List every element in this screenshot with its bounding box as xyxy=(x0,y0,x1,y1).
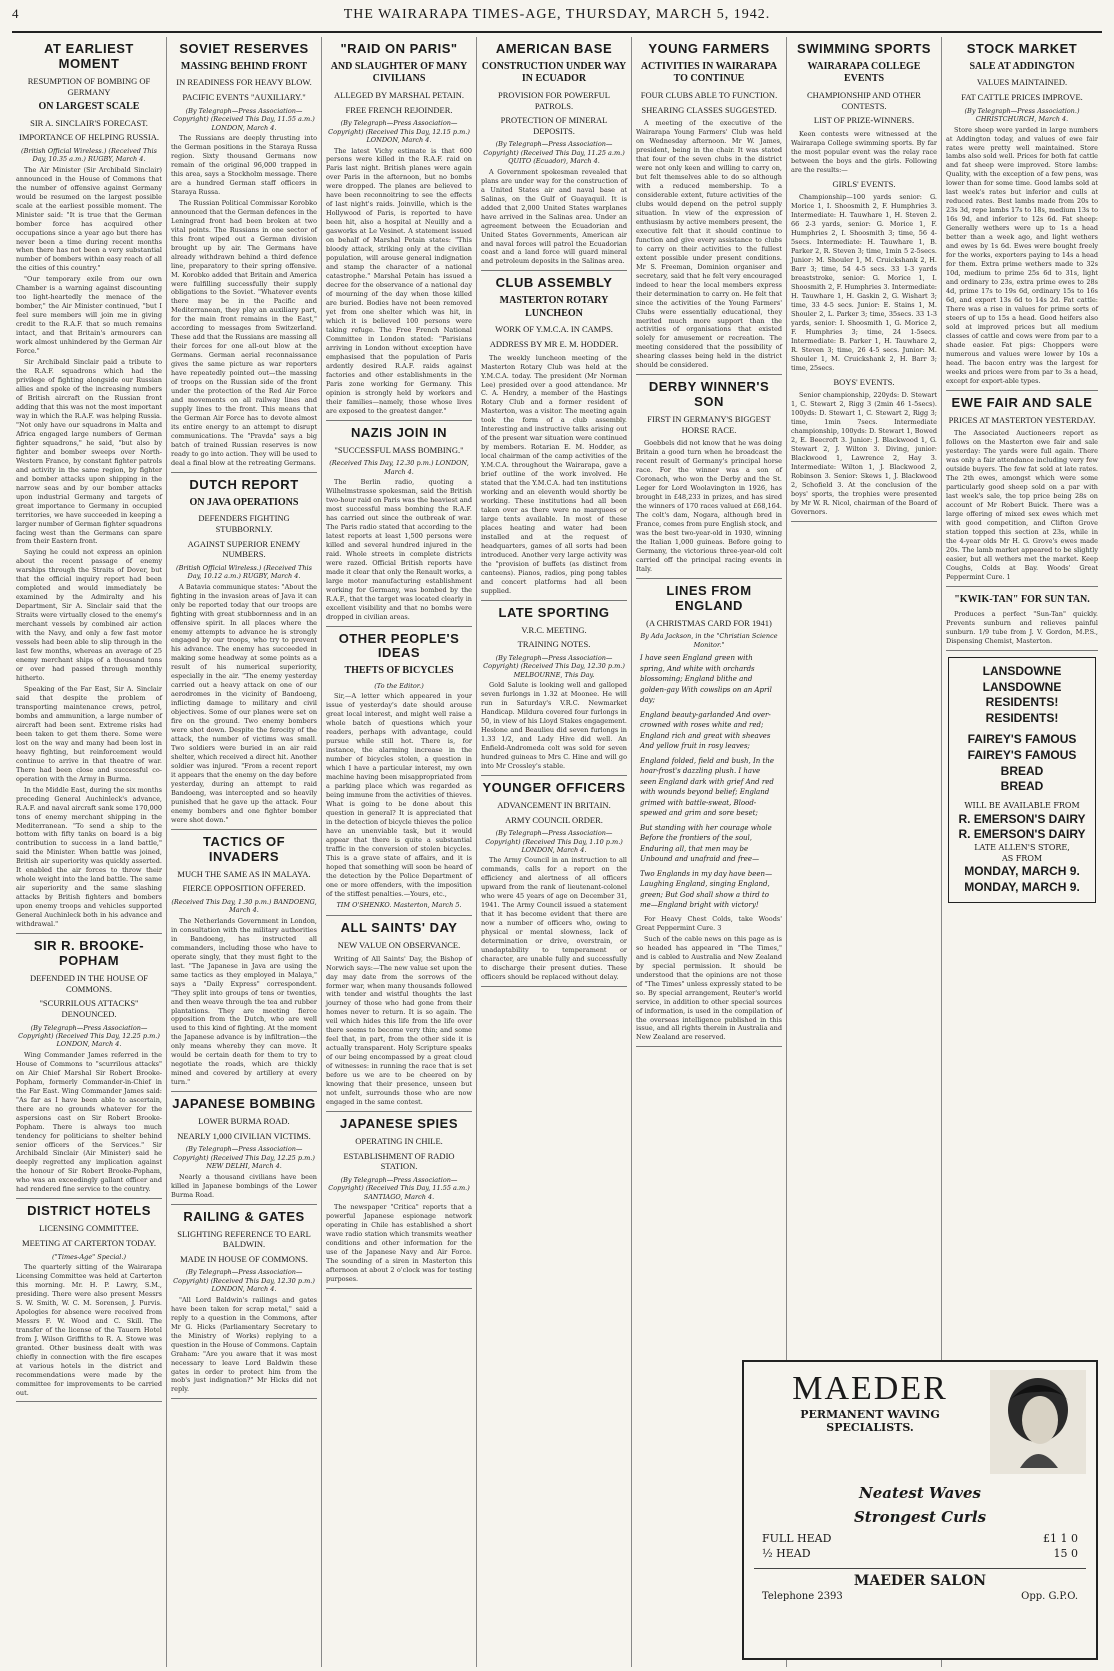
article-swimming-sports xyxy=(791,37,937,522)
deck: MUCH THE SAME AS IN MALAYA. xyxy=(177,868,311,879)
dateline: (By Telegraph—Press Association—Copyright) (Received This Day, 12.25 p.m.) LONDON, March 4. xyxy=(18,1023,160,1049)
headline: AT EARLIEST MOMENT xyxy=(44,41,134,71)
deck: LOWER BURMA ROAD. xyxy=(198,1116,290,1127)
deck: ARMY COUNCIL ORDER. xyxy=(505,814,603,825)
column-4 xyxy=(477,37,632,1667)
dateline: (By Telegraph—Press Association—Copyright) (Received This Day, 1.10 p.m.) LONDON, March 4. xyxy=(485,829,623,854)
deck: AGAINST SUPERIOR ENEMY NUMBERS. xyxy=(187,538,301,560)
deck: FIRST IN GERMANY'S BIGGEST HORSE RACE. xyxy=(647,414,771,435)
poem-byline: By Ada Jackson, in the "Christian Science Monitor." xyxy=(640,632,778,649)
article-body: Gold Salute is looking well and galloped seven furlongs in 1.32 at Moonee. He will run in Saturday's V.R.C. Newmarket Handicap. Mildura covered four furlongs in 50, in view of his Lloyd Stakes engagement. Heslone and Beaulieu did seven furlongs in 1.33 1/2, and Lady Hive did well. An Enfield-Andromeda colt was sold for seven hundred guineas to Mrs C. Hine and will go into Mr Crossley's stable. xyxy=(481,681,627,770)
price-value: 15 0 xyxy=(1053,1547,1078,1560)
headline: "RAID ON PARIS" xyxy=(340,41,458,56)
dateline: (By Telegraph—Press Association—Copyright) (Received This Day, 11.55 a.m.) SANTIAGO, March 4. xyxy=(328,1175,470,1201)
ad-line: FAIREY'S FAMOUS xyxy=(967,732,1077,747)
article-dutch-report xyxy=(171,473,317,830)
headline: SWIMMING SPORTS xyxy=(797,41,931,56)
article-body: Keen contests were witnessed at the Wairarapa College swimming sports. By far the most popular event was the relay race between the boys and the girls. Following are the results:— xyxy=(791,129,937,174)
deck: ESTABLISHMENT OF RADIO STATION. xyxy=(343,1150,455,1172)
headline: NAZIS JOIN IN xyxy=(350,424,448,440)
article-body: A meeting of the executive of the Wairarapa Young Farmers' Club was held on Wednesday afternoon. Mr W. James, president, being in the chair. It was stated that four of the seven clubs in the district were not only keen and willing to carry on, but felt themselves able to do so although with a reduced membership. To a considerable extent, future activities of the clubs would depend on the petrol supply situation. In view of the expression of enthusiasm by active members present, the executive felt that it should continue to function and give every assistance to clubs to carry on their activities to the fullest extent possible under present conditions. Mr S. Freeman, Dominion organiser and secretary, said that he felt very encouraged indeed to hear the local members express their determination to carry on. He felt that since the activities of the Young Farmers' Clubs were essentially educational, they merited much more support than the activities of organisations that existed solely for amusement or recreation. The meeting considered that the possibility of shearing classes being held in the district should be considered. xyxy=(636,119,782,370)
poem-stanza: But standing with her courage whole Before the frontiers of the soul, Enduring all, that men may be Unbound and unafraid and free— xyxy=(640,823,772,864)
deck: "SCURRILOUS ATTACKS" DENOUNCED. xyxy=(39,998,139,1019)
dateline: (British Official Wireless.) (Received This Day, 10.12 a.m.) RUGBY, March 4. xyxy=(176,563,312,581)
dateline: (By Telegraph—Press Association—Copyright) (Received This Day, 12.15 p.m.) LONDON, March 4. xyxy=(328,119,470,145)
dateline: (By Telegraph—Press Association—Copyright) (Received This Day, 12.30 p.m.) MELBOURNE, This Day. xyxy=(483,653,625,679)
masthead-title: THE WAIRARAPA TIMES-AGE, THURSDAY, MARCH 5, 1942. xyxy=(343,7,771,22)
article-body: Nearly a thousand civilians have been killed in Japanese bombings of the Lower Burma Road. xyxy=(171,1172,317,1199)
deck: PACIFIC EVENTS "AUXILIARY." xyxy=(182,92,306,103)
article-body: Goebbels did not know that he was doing Britain a good turn when he broadcast the recent result of Germany's principal horse race. For the winner was a son of Coronach, who won the Derby and the St. Leger for Lord Woolavington in 1926, has brought in £48,233 in prizes, and has sired the winners of 170 races valued at £68,164. The colt's dam, Nogara, although bred in France, comes from pure English stock, and was the best two-year-old in 1930, winning the Italian 1,000 guineas. Before going to Germany, the victorious three-year-old colt carried off the principal racing events in Italy. xyxy=(636,439,782,573)
filler-ad: For Heavy Chest Colds, take Woods' Great Peppermint Cure. 3 xyxy=(636,914,782,932)
deck: DEFENDED IN THE HOUSE OF COMMONS. xyxy=(30,973,148,994)
ad-line: LANSDOWNE xyxy=(982,679,1062,694)
deck: SIR A. SINCLAIR'S FORECAST. xyxy=(30,117,148,128)
deck: MASSING BEHIND FRONT xyxy=(180,60,308,72)
article-all-saints-day xyxy=(326,916,472,1112)
article-stock-market xyxy=(946,37,1098,391)
headline: DERBY WINNER'S SON xyxy=(648,379,770,410)
poem-stanza: England beauty-garlanded And over-crowned with roses white and red; England rich and great with sheaves And yellow fruit in rosy leaves; xyxy=(640,710,771,751)
ad-line: WILL BE AVAILABLE FROM xyxy=(964,800,1080,810)
article-younger-officers xyxy=(481,776,627,987)
article-body: The Air Minister (Sir Archibald Sinclair) announced in the House of Commons that the number of offensive against Germany would be resumed on the largest possible scale at the earliest possible moment. The Minister said: "It is true that the German bomber force has acquired other occupations since a year ago but there has never been a time during recent months when there has not been a very substantial number of bombers within easy reach of all the cities of this country." xyxy=(16,165,162,273)
masthead xyxy=(12,6,1102,33)
ad-maeder xyxy=(742,1360,1098,1660)
column-1 xyxy=(12,37,167,1667)
article-soviet-reserves xyxy=(171,37,317,473)
deck: ACTIVITIES IN WAIRARAPA TO CONTINUE xyxy=(640,60,778,85)
article-body: Speaking of the Far East, Sir A. Sinclair said that despite the problem of transporting maintenance crews, petrol, bombs and ammunition, a large number of aircraft had been sent. Extreme risks had been taken to get them there. Some were lost on the way and many had been lost in heavy fighting, but reinforcement would continue to arrive in that theatre of war. There had been close and successful co-operation with the Army in Burma. xyxy=(16,684,162,783)
ad-line: BREAD xyxy=(1000,763,1044,778)
article-body: "Our temporary exile from our own Chamber is a warning against discounting too light-heartedly the menace of the bomber," the Air Minister continued, "but I feel sure members will join me in giving credit to the R.A.F. that so much remains intact, and that Britain's armourers can work almost unhindered by the German Air Force." xyxy=(16,275,162,356)
headline: LINES FROM ENGLAND xyxy=(666,582,752,613)
dateline: (To the Editor.) xyxy=(374,681,424,690)
headline: DISTRICT HOTELS xyxy=(27,1203,151,1219)
article-body: Sir Archibald Sinclair paid a tribute to the R.A.F. squadrons which had the privilege of fighting alongside our Russian allies and spoke of the increasing numbers of British aircraft on the Russian front adding that this was not the most important way in which the R.A.F. was helping Russia. "Not only have our squadrons in Malta and Africa engaged large numbers of German fighter squadrons," he said, "but also by fighter and bomber sweeps over North-Western France, by constant fighter patrols and activity in the same region, by fighter and bomber attacks upon shipping in the narrow seas and by our bomber attacks upon industrial Germany and targets of great importance to Germany in occupied territories, we have succeeded in keeping a larger number of German fighter squadrons facing west than the Germans can spare from their Eastern front. xyxy=(16,358,162,546)
deck: NEW VALUE ON OBSERVANCE. xyxy=(337,939,461,950)
article-body: In the Middle East, during the six months preceding General Auchinleck's advance, R.A.F. and naval aircraft sank some 170,000 tons of enemy merchant shipping in the Mediterranean. "To send a ship to the bottom with fifty tanks on board is a big contribution to success in a land battle," said the Minister. When battle was joined, British air superiority was quickly asserted. It enabled the air forces to throw their whole weight into the land battle. The same air superiority and the same slashing attacks by British fighters and bombers upon enemy troops and vehicles supported General Auchinleck both in his advance and withdrawal." xyxy=(16,785,162,929)
deck: AND SLAUGHTER OF MANY CIVILIANS xyxy=(330,60,468,85)
subhead: BOYS' EVENTS. xyxy=(833,376,895,387)
deck: SHEARING CLASSES SUGGESTED. xyxy=(641,104,777,115)
price-row xyxy=(762,1547,1078,1560)
dateline: (By Telegraph—Press Association—Copyright) (Received This Day, 11.25 a.m.) QUITO (Ecuador), March 4. xyxy=(483,140,625,166)
deck: VALUES MAINTAINED. xyxy=(976,77,1068,88)
deck: ALLEGED BY MARSHAL PETAIN. xyxy=(334,89,464,100)
article-ewe-fair xyxy=(946,391,1098,587)
deck: ADDRESS BY MR E. M. HODDER. xyxy=(489,338,619,349)
headline: STOCK MARKET xyxy=(966,41,1078,56)
deck: FIERCE OPPOSITION OFFERED. xyxy=(182,883,306,894)
headline: SIR R. BROOKE-POPHAM xyxy=(33,938,145,969)
headline: JAPANESE BOMBING xyxy=(172,1096,316,1112)
article-japanese-bombing xyxy=(171,1092,317,1204)
article-body: Saying he could not express an opinion about the recent passage of enemy warships through the Straits of Dover, but that the official inquiry report had been completed and would immediately be examined by the Admiralty and his Department, Sir A. Sinclair said that the Straits were virtually closed to the enemy's merchant vessels by combined air action with the Navy, and only a few fast motor vessels had been able to slip through in the last few months, whereas an average of 25 enemy merchant ships of a thousand tons or over had passed through monthly hitherto. xyxy=(16,548,162,682)
headline: OTHER PEOPLE'S IDEAS xyxy=(338,630,460,661)
ad-telephone: Telephone 2393 xyxy=(762,1591,843,1602)
ad-salon-name: MAEDER SALON xyxy=(754,1568,1086,1589)
ad-line: R. EMERSON'S DAIRY xyxy=(958,827,1086,842)
dateline: (By Telegraph—Press Association.) CHRISTCHURCH, March 4. xyxy=(964,106,1080,124)
dateline: (By Telegraph—Press Association—Copyright) (Received This Day, 11.55 a.m.) LONDON, March 4. xyxy=(173,106,315,132)
deck: TRAINING NOTES. xyxy=(517,639,591,650)
article-body: Writing of All Saints' Day, the Bishop of Norwich says:—The new value set upon the day may date from the sorrows of the former war, when many thousands followed with tender and wistful thoughts the last journey of those who had gone from their homes never to return. It is so again. The veil which hides this life from the life over there seems to become very thin; and some feel that, in part, from the other side it is actually transparent. Holy Scripture speaks of our being encompassed by a great cloud of witnesses: in running the race that is set before us we are to be cheered on by knowing that their presence, unseen but not unfelt, surrounds those who are now engaged in the same contest. xyxy=(326,954,472,1107)
article-body: Store sheep were yarded in large numbers at Addington today, and values of ewe fair rates were pretty well maintained. Store lambs also sold well. Prices for both fat cattle and fat sheep were improved. Store lambs: Quality, with the exception of a few pens, was lower than for some time. Good lambs sold at last week's rates but inferior and culls at reduced rates. Best lambs made from 20s to 23s 3d, repe lambs 17s to 18s, medium 13s to 16s 9d, and inferior to 12s 6d. Fat sheep: Generally wethers were up to 1s a head better than a week ago, and light wethers and ewes by 1s 6d. Ewes were bought freely for the works, exporters paying to 14s a head for them. Extra prime wethers made to 32s 10d, medium to prime 25s 6d to 31s, light and ordinary to 23s, extra prime ewes to 28s 4d, prime 17s to 19s 6d, ordinary 15s to 16s 6d, and export 13s 6d to 14s 2d. Fat cattle: There was a rise in values for prime sorts of steers of up to 15s a head. Good heifers also sold at improved prices but all medium classes of cattle and cows were from par to a shade easier. Fat pigs: Choppers were numerous and values were lower by 10s a head. The bacon entry was the largest for weeks and prices were from par to 3s a head, except for export-able types. xyxy=(946,125,1098,385)
deck: CONSTRUCTION UNDER WAY IN ECUADOR xyxy=(481,60,627,85)
article-kwik-tan xyxy=(946,587,1098,651)
article-body: The Russians are deeply thrusting into the German positions in the Staraya Russa region. Sixty thousand Germans now remain of the original 96,000 trapped in this area, says a Stockholm message. There are a hundred German staff officers in Staraya Russa. xyxy=(171,134,317,196)
deck: PROVISION FOR POWERFUL PATROLS. xyxy=(498,89,610,111)
deck: (A CHRISTMAS CARD FOR 1941) xyxy=(646,617,772,628)
deck: WAIRARAPA COLLEGE EVENTS xyxy=(807,60,921,85)
ad-faireys-bread xyxy=(948,657,1096,903)
ad-line: RESIDENTS! xyxy=(985,710,1059,725)
ad-line: FAIREY'S FAMOUS xyxy=(967,748,1077,763)
article-body: The Russian Political Commissar Korobko announced that the German defences in the Leningrad front had been broken at two vital points. The Russians in one sector of this front wiped out a German division brought up by air. The Germans have already withdrawn behind a third defence line, preparatory to their spring offensive. M. Korobko added that Britain and America were fulfilling successfully their supply obligations to the Soviet. "Whatever events there may be in the Pacific and Mediterranean, they play an auxiliary part, for the main front remains in the East," according to messages from Switzerland. These add that the Russians are massing all their forces for one all-out blow at the Germans. German aerial reconnaissance gives the same picture as war reporters have repeatedly pointed out—the massing of troops on the Russian side of the front under the protection of the Red Air Force and movements on all railway lines and supply lines to the front. This means that the German Air Force has to devote almost its entire energy to an attempt to disrupt communications. The "Pravda" says a big batch of trained Russian reserves is now ready to go into action. They will be used to deal a final blow at the retreating Germans. xyxy=(171,198,317,467)
ad-line: LANSDOWNE xyxy=(982,664,1062,679)
deck: LICENSING COMMITTEE. xyxy=(39,1223,139,1234)
deck: THEFTS OF BICYCLES xyxy=(344,665,454,677)
deck: MASTERTON ROTARY LUNCHEON xyxy=(499,295,609,319)
article-body: The Berlin radio, quoting a Wilhelmstrasse spokesman, said the British two-hour raid on Paris was the heaviest and most successful mass bombing the R.A.F. has carried out since the outbreak of war. The Paris radio stated that according to the latest reports at least 1,500 persons were killed and several hundred injured in the raid. Whole streets in complete districts were razed. Official British reports have made it clear that only the Renault works, a large motor manufacturing establishment working for Germany, was bombed by the R.A.F., that the target was located clearly in excellent visibility and that no bombs were dropped in civilian areas. xyxy=(326,478,472,621)
headline: EWE FAIR AND SALE xyxy=(951,394,1093,410)
ad-contact-row xyxy=(762,1591,1078,1602)
article-tactics-of-invaders xyxy=(171,830,317,1092)
deck: ON JAVA OPERATIONS xyxy=(189,496,299,508)
column-2 xyxy=(167,37,322,1667)
article-body: Wing Commander James referred in the House of Commons to "scurrilous attacks" on Air Chief Marshal Sir Robert Brooke-Popham, formerly Commander-in-Chief in the Far East. Wing Commander James said: "As far as I have been able to ascertain, there are no grounds whatever for the aspersions cast on Sir Robert Brooke-Popham. There is always too much tendency for politicians to shelter behind senior officers of the Services." Sir Archibald Sinclair (Air Minister) said he deeply regretted any implication against the honour of Sir Robert Brooke-Popham, who was an exceedingly gallant officer and had rendered fine service to the country. xyxy=(16,1050,162,1194)
poem-stanza: Two Englands in my day have been—Laughing England, singing England, green; But God shall show a third to me—England bright with victory! xyxy=(640,869,773,910)
article-body: The latest Vichy estimate is that 600 persons were killed in the R.A.F. raid on Paris last night. British planes were again over Paris in the afternoon, but no bombs were dropped. The planes are believed to have been reconnoitring to see the effects of last night's raids. Joinville, which is the Hollywood of Paris, is reported to have been hit, also a hospital at Neuilly and a gasworks at Le Vesinet. A statement issued on behalf of Marshal Petain states: "This bloody attack, striking only at the civilian population, will arouse general indignation and stamp the character of a national catastrophe." Marshal Petain has issued a decree for the observance of a national day of mourning of the day when those killed are buried. Bodies have not been removed yet from one shelter which was hit, in which it is believed 100 persons were taking refuge. The Free French National Committee in London stated: "Parisians arriving in London without exception have emphasised that the population of Paris ardently desired R.A.F. raids against factories and other establishments in the Paris zone working for Germany. This opinion is strongly held by workers and their families—namely, those whose lives are exposed to the greatest danger." xyxy=(326,146,472,415)
deck: CHAMPIONSHIP AND OTHER CONTESTS. xyxy=(807,89,921,111)
copyright-note: Such of the cable news on this page as is so headed has appeared in "The Times," and is cabled to Australia and New Zealand by special permission. It should be understood that the opinions are not those of "The Times" unless expressly stated to be so. By special arrangement, Reuter's world service, in addition to other special sources of information, is used in the compilation of the overseas intelligence published in this issue, and all rights therein in Australia and New Zealand are reserved. xyxy=(636,934,782,1042)
ad-line: R. EMERSON'S DAIRY xyxy=(958,811,1086,826)
deck: FAT CATTLE PRICES IMPROVE. xyxy=(961,92,1083,103)
article-body: The Netherlands Government in London, in consultation with the military authorities in Bandoeng, has instructed all commanders, including those who have to operate singly, that they must fight to the last. "The Japanese in Java are using the same tactics as they employed in Malaya," says a "Daily Express" correspondent. "They split into groups of tens or twenties, and then weave through the tea and rubber plantations. They are meeting fierce opposition from the Dutch, who are well used to this kind of fighting. At the moment the Japanese advance is by infiltration—the only means whereby they can move. It would be certain death for them to try to negotiate the roads, which are thickly mined and covered by artillery at every turn." xyxy=(171,916,317,1087)
poem-stanza: I have seen England green with spring, And white with orchards blossoming; England blithe and golden-gay With cowslips on an April day; xyxy=(640,654,772,705)
article-body: The weekly luncheon meeting of the Masterton Rotary Club was held at the Y.M.C.A. today. The president (Mr Norman Lee) presided over a good attendance. Mr C. A. Hendry, a member of the Hastings Rotary Club and a former resident of Masterton, was a visitor. The meeting again took the form of a club assembly. Interesting and instructive talks arising out of the present war situation were continued by members. Rotarian E. M. Hodder, as local chairman of the camp activities of the Y.M.C.A. throughout the Wairarapa, gave a brief outline of the work involved. He stated that the Y.M.C.A. had ten institutions working and an eleventh would shortly be working. These institutions had all been taken over as there were no marquees or large tents available. In most of these places heating and water had been installed and at the request of headquarters, games of all sorts had been introduced. Another very large activity was the "provision of buffets (as distinct from canteens). Pianos, radios, ping pong tables and concert platforms had all been supplied. xyxy=(481,353,627,595)
dateline: (Received This Day, 1.30 p.m.) BANDOENG, March 4. xyxy=(171,897,317,915)
article-body: Championship—100 yards senior: G. Morice 1, I. Shoosmith 2, F. Humphries 3. Intermediate: H. Tauwhare 1, H. Steven 2. 66 2-3 yards, senior: G. Morice 1, F. Humphries 2, I. Shoosmith 3; time, 56 4-5secs. Intermediate: H. Tauwhare 1, B. Parker 2, R. Steven 3; time, 1min 5 2-5secs. Junior: M. Shouler 1, M. Cruickshank 2, H. Barr 3; time, 54 4-5 secs. 33 1-3 yards breaststroke, senior: G. Morice 1, I. Shoosmith 2, F. Humphries 3. Intermediate: H. Tauwhare 1, H. Gaskin 2, G. Wishart 3; time, 33 4-5 secs. Junior: E. Stains 1, M. Shouler 2, L. Parker 3; time, 35secs. 33 1-3 yards, senior: I. Shoosmith 1, G. Morice 2, F. Humphries 3; time, 24 1-5secs. Intermediate: B. Parker 1, H. Tauwhare 2, R. Steven 3; time, 26 4-5 secs. Junior: M. Shouler 1, M. Cruickshank 2, H. Barr 3; time, 25secs. xyxy=(791,193,937,372)
ad-line: LATE ALLEN'S STORE, xyxy=(974,842,1070,852)
article-japanese-spies xyxy=(326,1112,472,1289)
headline: YOUNG FARMERS xyxy=(648,41,770,56)
dateline: ("Times-Age" Special.) xyxy=(52,1252,126,1261)
article-body: "All Lord Baldwin's railings and gates have been taken for scrap metal," said a reply to a question in the Commons, after Mr G. Hicks (Parliamentary Secretary to the Ministry of Works) replying to a question in the House of Commons. Captain Graham: "Are you aware that it was most necessary to leave Lord Baldwin these gates in order to protect him from the mob's just indignation?" Mr Hicks did not reply. xyxy=(171,1295,317,1394)
headline: AMERICAN BASE xyxy=(495,41,613,56)
article-body: The Army Council in an instruction to all commands, calls for a report on the efficiency and alertness of all officers upward from the rank of lieutenant-colonel who were 45 years of age on December 31, 1941. The Army Council issued a statement that it has become evident that there are now a number of officers who, owing to physical or mental slowness, lack of determination or drive, overstrain, or unadaptability to temperament or character, are unable fully and successfully to discharge their present duties. These officers should be replaced without delay. xyxy=(481,856,627,982)
article-other-peoples-ideas xyxy=(326,627,472,917)
headline: SOVIET RESERVES xyxy=(179,41,309,56)
portrait-illustration-icon xyxy=(990,1370,1086,1474)
deck: PROTECTION OF MINERAL DEPOSITS. xyxy=(500,115,608,136)
article-american-base xyxy=(481,37,627,271)
ad-line: BREAD xyxy=(1000,779,1044,794)
headline: LATE SPORTING xyxy=(498,604,610,620)
deck: DEFENDERS FIGHTING STUBBORNLY. xyxy=(198,513,290,534)
deck: PRICES AT MASTERTON YESTERDAY. xyxy=(948,414,1096,425)
deck: SALE AT ADDINGTON xyxy=(969,60,1075,72)
price-row xyxy=(762,1532,1078,1545)
deck: OPERATING IN CHILE. xyxy=(355,1136,443,1146)
headline: CLUB ASSEMBLY xyxy=(495,275,613,291)
column-3 xyxy=(322,37,477,1667)
price-label: FULL HEAD xyxy=(762,1532,832,1545)
dateline: (British Official Wireless.) (Received This Day, 10.35 a.m.) RUGBY, March 4. xyxy=(21,146,157,164)
article-late-sporting xyxy=(481,601,627,776)
deck: WORK OF Y.M.C.A. IN CAMPS. xyxy=(495,324,613,335)
price-value: £1 1 0 xyxy=(1043,1532,1078,1545)
ad-slogan: Strongest Curls xyxy=(853,1508,987,1526)
deck: MEETING AT CARTERTON TODAY. xyxy=(22,1237,156,1248)
deck: NEARLY 1,000 CIVILIAN VICTIMS. xyxy=(177,1130,311,1141)
headline: DUTCH REPORT xyxy=(189,476,299,492)
article-earliest-moment xyxy=(16,37,162,934)
deck: V.R.C. MEETING. xyxy=(521,624,587,635)
deck: RESUMPTION OF BOMBING OF GERMANY xyxy=(27,75,151,97)
article-railing-and-gates xyxy=(171,1205,317,1400)
headline: YOUNGER OFFICERS xyxy=(482,779,626,795)
article-nazis-join-in xyxy=(326,421,472,627)
article-body: The newspaper "Critica" reports that a powerful Japanese espionage network operating in Chile has established a short wave radio station which transmits weather conditions and other information for the use of the Japanese Navy and Air Force. The sounding of a siren in Masterton this afternoon at about 2 o'clock was for testing purposes. xyxy=(326,1203,472,1283)
article-district-hotels xyxy=(16,1199,162,1402)
poem-stanza: England folded, field and bush, In the hoar-frost's dazzling plush. I have seen England dark with grief And red with wounds beyond belief; England grimed with battle-sweat, Blood-spewed and grim and sore beset; xyxy=(640,756,774,818)
ad-location: Opp. G.P.O. xyxy=(1021,1591,1078,1602)
ad-line: MONDAY, MARCH 9. xyxy=(964,879,1080,894)
article-body: Sir,—A letter which appeared in your issue of yesterday's date should arouse great local interest, and might well raise a whole batch of questions which your readers, perhaps with advantage, could pursue while still hot. There is, for instance, the alarming increase in the number of bicycles stolen, a question in which I have a particular interest, my own machine having been misappropriated from a parking place which was regarded as being immune from the activities of thieves. What is going to be done about this question in general? It is appreciated that in the detection of bicycle thieves the police have an unenviable task, but it would appear that there is quite a substantial traffic in the conversion of stolen bicycles. This is a grave state of affairs, and it is hoped that something will soon be heard of the detection by the Police Department of one or more offenders, with the imposition of the stiffest penalties.—Yours, etc., xyxy=(326,692,472,898)
headline: TACTICS OF INVADERS xyxy=(202,833,286,864)
price-label: ½ HEAD xyxy=(762,1547,811,1560)
dateline: (By Telegraph—Press Association—Copyright) (Received This Day, 12.30 p.m.) LONDON, March 4. xyxy=(173,1268,315,1294)
deck: "SUCCESSFUL MASS BOMBING." xyxy=(334,444,464,455)
headline: ALL SAINTS' DAY xyxy=(340,920,458,936)
deck: MADE IN HOUSE OF COMMONS. xyxy=(180,1253,308,1264)
article-club-assembly xyxy=(481,271,627,600)
letter-signoff: TIM O'SHENKO. Masterton, March 5. xyxy=(336,900,462,909)
headline: "KWIK-TAN" FOR SUN TAN. xyxy=(954,593,1090,605)
article-lines-from-england xyxy=(636,579,782,1047)
ad-brand-name: MAEDER xyxy=(792,1370,948,1407)
article-body: A Batavia communique states: "About the fighting in the invasion areas of Java it can only be reported today that our troops are fighting with great stubbornness and in an offensive spirit. In all places where the enemy attempts to advance he is strongly engaged by our troops, who try to prevent his advance. The enemy has succeeded in making some headway at some points as a result of his numerical superiority, especially in the air. "The enemy yesterday carried out a heavy attack on one of our aerodromes in the vicinity of Bandoeng, inflicting damage to military and civil objectives. Some of our planes were set on fire on the ground. Two enemy bombers were shot down. Despite the ferocity of the attack, the number of victims was small. Two soldiers were buried in an air raid shelter, which received a direct hit. Another soldier was injured. "From a recent report it appears that the enemy on the day before yesterday, during an attempt to raid Bandoeng, was intercepted and so heavily punished that he gave up the attack. Four enemy bombers and one fighter bomber were shot down." xyxy=(171,582,317,824)
headline: RAILING & GATES xyxy=(183,1208,305,1224)
ad-tagline: SPECIALISTS. xyxy=(826,1421,914,1434)
subhead: GIRLS' EVENTS. xyxy=(832,178,896,189)
dateline: (By Telegraph—Press Association—Copyright) (Received This Day, 12.25 p.m.) NEW DELHI, March 4. xyxy=(173,1145,315,1171)
article-young-farmers xyxy=(636,37,782,375)
article-brooke-popham xyxy=(16,934,162,1199)
ad-tagline: PERMANENT WAVING xyxy=(800,1408,940,1421)
deck: FREE FRENCH REJOINDER. xyxy=(345,104,453,115)
article-body: The quarterly sitting of the Wairarapa Licensing Committee was held at Carterton this morning. Mr. H. P. Lawry, S.M., presiding. There were also present Messrs S. W. Smith, W. C. M. Sorensen, J. Purvis. Apologies for absence were received from Messrs F. W. Wood and C. Skill. The transfer of the license of the Tauern Hotel from J. Wilson Griffiths to R. A. Stowe was granted. Other business dealt with was chiefly in connection with the fire escapes at various hotels in the district and recommendations were made by the committee for improvements to be carried out. xyxy=(16,1262,162,1397)
article-body: Produces a perfect "Sun-Tan" quickly. Prevents sunburn and relieves painful sunburn. 1/9 tube from J. V. Gordon, M.P.S., Dispensing Chemist, Masterton. xyxy=(946,610,1098,646)
ad-slogan: Neatest Waves xyxy=(858,1484,981,1502)
deck: ON LARGEST SCALE xyxy=(38,101,140,113)
page-number: 4 xyxy=(12,6,19,21)
deck: SLIGHTING REFERENCE TO EARL BALDWIN. xyxy=(177,1228,311,1250)
article-body: Senior championship, 220yds: D. Stewart 1, C. Stewart 2, Rigg 3 (2min 46 1-5secs). 100yds: D. Stewart 1, C. Stewart 2, Rigg 3; time, 1min 7secs. Intermediate championship, 100yds: D. Stewart 1, Bowed 2, E. Beecroft 3. Junior: J. Blackwood 1, G. Stewart 2, J. Wilton 3. Diving, junior: Blackwood 1, Lawrence 2, Hay 3. Intermediate: Wilton 1, J. Blackwood 2, Robinson 3. Senior: Skews 1, J. Blackwood 2, Schofield 3. At the conclusion of the boys' sports, the trophies were presented by Mr W. R. Nicol, chairman of the Board of Governors. xyxy=(791,391,937,516)
dateline: (Received This Day, 12.30 p.m.) LONDON, March 4. xyxy=(329,459,469,476)
article-derby-winners-son xyxy=(636,375,782,579)
deck: ADVANCEMENT IN BRITAIN. xyxy=(497,799,611,810)
ad-line: MONDAY, MARCH 9. xyxy=(964,864,1080,879)
article-raid-on-paris xyxy=(326,37,472,421)
ad-line: AS FROM xyxy=(1001,853,1043,863)
ad-line: RESIDENTS! xyxy=(985,695,1059,710)
headline: JAPANESE SPIES xyxy=(339,1116,459,1132)
deck: LIST OF PRIZE-WINNERS. xyxy=(813,115,915,126)
deck: IMPORTANCE OF HELPING RUSSIA. xyxy=(18,132,160,143)
deck: FOUR CLUBS ABLE TO FUNCTION. xyxy=(640,89,778,100)
deck: IN READINESS FOR HEAVY BLOW. xyxy=(176,77,312,88)
article-body: A Government spokesman revealed that plans are under way for the construction of a United States air and naval base at Salinas, on the Gulf of Guayaquil. It is added that 2,000 United States warplanes have arrived in the Salinas area. Under an agreement between the Ecuadorian and United States Governments, American air and naval forces will patrol the Ecuadorian coast and a land force will guard mineral and petroleum deposits in the Salinas area. xyxy=(481,167,627,266)
article-body: The Associated Auctioneers report as follows on the Masterton ewe fair and sale yesterday: The yards were full again. There was only a fair attendance including very few outside buyers. The few fat sold at late rates. The 2th ewes, amongst which were some particularly good sheep sold on a par with last week's sale, the top price being 28s on account of Mr Robert Buick. There was a large offering of mixed sex ewes which met with good competition, and Clifton Grove station topped this section at 23s, while in the 4-year olds Mr H. G. Grove's ewes made 20s. The lamb market appeared to be slightly easier, but all wethers met the market. Keep Coughs, Colds at Bay. Woods' Great Peppermint Cure. 1 xyxy=(946,429,1098,581)
